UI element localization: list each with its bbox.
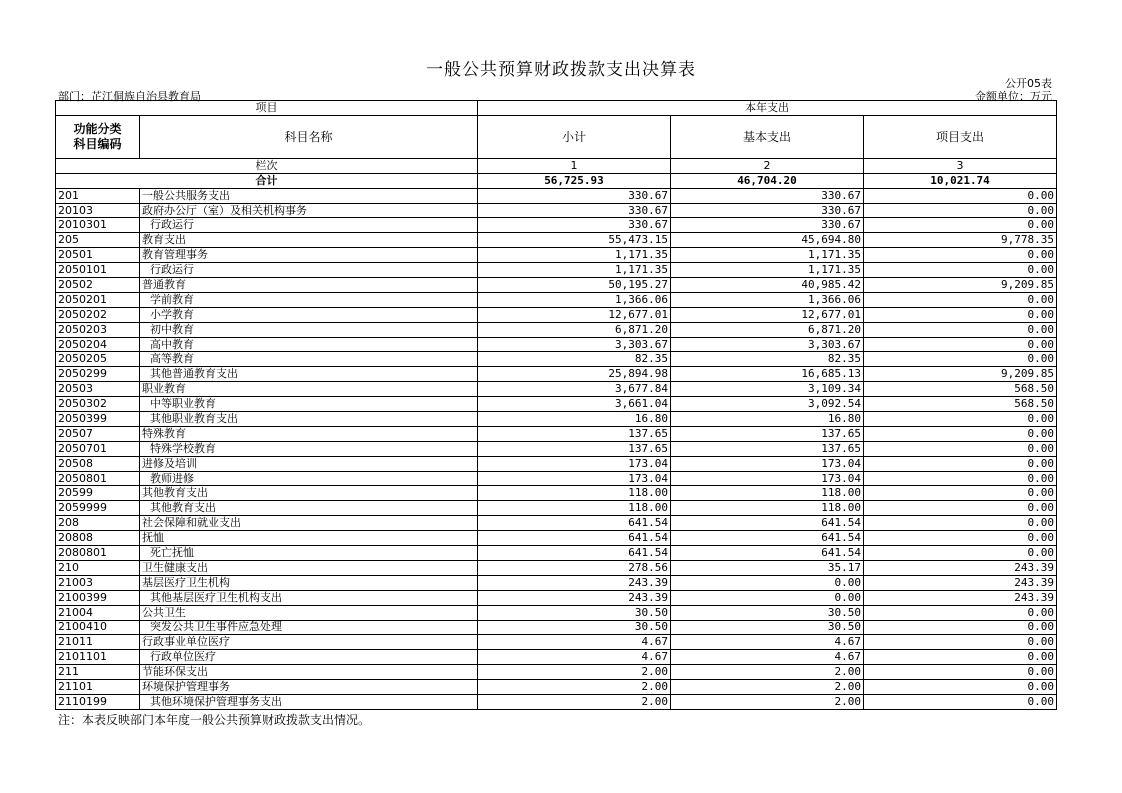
row-basic: 118.00 bbox=[671, 501, 864, 516]
row-code: 2050201 bbox=[56, 292, 140, 307]
row-item: 9,778.35 bbox=[864, 233, 1057, 248]
row-subtotal: 4.67 bbox=[478, 635, 671, 650]
table-row bbox=[56, 531, 1057, 546]
row-item: 0.00 bbox=[864, 501, 1057, 516]
row-name: 高等教育 bbox=[140, 352, 478, 367]
row-basic: 35.17 bbox=[671, 560, 864, 575]
row-name: 政府办公厅（室）及相关机构事务 bbox=[140, 203, 478, 218]
row-name: 教师进修 bbox=[140, 471, 478, 486]
row-code: 2050399 bbox=[56, 412, 140, 427]
row-subtotal: 4.67 bbox=[478, 650, 671, 665]
expenditure-table bbox=[55, 100, 1057, 710]
row-code: 20507 bbox=[56, 426, 140, 441]
row-name: 环境保护管理事务 bbox=[140, 680, 478, 695]
row-name: 特殊教育 bbox=[140, 426, 478, 441]
row-subtotal: 12,677.01 bbox=[478, 307, 671, 322]
table-row bbox=[56, 218, 1057, 233]
page-title: 一般公共预算财政拨款支出决算表 bbox=[426, 60, 696, 80]
row-code: 205 bbox=[56, 233, 140, 248]
row-name: 其他教育支出 bbox=[140, 486, 478, 501]
row-code: 21101 bbox=[56, 680, 140, 695]
row-name: 中等职业教育 bbox=[140, 397, 478, 412]
row-item: 0.00 bbox=[864, 218, 1057, 233]
table-row bbox=[56, 665, 1057, 680]
row-code: 2080801 bbox=[56, 546, 140, 561]
row-item: 0.00 bbox=[864, 337, 1057, 352]
row-code: 2050701 bbox=[56, 441, 140, 456]
header-seq-label: 栏次 bbox=[56, 158, 478, 173]
row-item: 0.00 bbox=[864, 322, 1057, 337]
table-row bbox=[56, 367, 1057, 382]
row-name: 死亡抚恤 bbox=[140, 546, 478, 561]
table-row bbox=[56, 278, 1057, 293]
table-row bbox=[56, 188, 1057, 203]
header-seq-3: 3 bbox=[864, 158, 1057, 173]
row-code: 2050302 bbox=[56, 397, 140, 412]
row-code: 20502 bbox=[56, 278, 140, 293]
row-code: 21003 bbox=[56, 575, 140, 590]
row-basic: 4.67 bbox=[671, 650, 864, 665]
row-subtotal: 2.00 bbox=[478, 665, 671, 680]
header-item: 项目支出 bbox=[864, 115, 1057, 158]
row-item: 0.00 bbox=[864, 620, 1057, 635]
row-basic: 137.65 bbox=[671, 426, 864, 441]
row-subtotal: 2.00 bbox=[478, 694, 671, 709]
header-seq-2: 2 bbox=[671, 158, 864, 173]
row-basic: 137.65 bbox=[671, 441, 864, 456]
header-name: 科目名称 bbox=[140, 115, 478, 158]
row-basic: 6,871.20 bbox=[671, 322, 864, 337]
table-row bbox=[56, 412, 1057, 427]
row-item: 0.00 bbox=[864, 486, 1057, 501]
row-basic: 2.00 bbox=[671, 680, 864, 695]
row-basic: 30.50 bbox=[671, 605, 864, 620]
row-subtotal: 1,171.35 bbox=[478, 248, 671, 263]
row-item: 243.39 bbox=[864, 560, 1057, 575]
row-name: 其他普通教育支出 bbox=[140, 367, 478, 382]
row-item: 0.00 bbox=[864, 412, 1057, 427]
table-row bbox=[56, 322, 1057, 337]
header-current-year: 本年支出 bbox=[478, 101, 1057, 116]
table-row bbox=[56, 605, 1057, 620]
row-basic: 0.00 bbox=[671, 575, 864, 590]
total-subtotal: 56,725.93 bbox=[478, 173, 671, 188]
row-code: 2101101 bbox=[56, 650, 140, 665]
row-item: 0.00 bbox=[864, 248, 1057, 263]
row-subtotal: 16.80 bbox=[478, 412, 671, 427]
row-name: 公共卫生 bbox=[140, 605, 478, 620]
row-subtotal: 641.54 bbox=[478, 546, 671, 561]
row-subtotal: 3,677.84 bbox=[478, 382, 671, 397]
row-name: 学前教育 bbox=[140, 292, 478, 307]
table-row bbox=[56, 590, 1057, 605]
row-item: 0.00 bbox=[864, 456, 1057, 471]
row-item: 0.00 bbox=[864, 665, 1057, 680]
row-name: 其他职业教育支出 bbox=[140, 412, 478, 427]
row-subtotal: 137.65 bbox=[478, 441, 671, 456]
row-item: 9,209.85 bbox=[864, 278, 1057, 293]
table-row bbox=[56, 546, 1057, 561]
row-code: 20501 bbox=[56, 248, 140, 263]
row-code: 20508 bbox=[56, 456, 140, 471]
row-item: 0.00 bbox=[864, 441, 1057, 456]
row-basic: 330.67 bbox=[671, 188, 864, 203]
row-basic: 3,092.54 bbox=[671, 397, 864, 412]
header-project: 项目 bbox=[56, 101, 478, 116]
row-name: 节能环保支出 bbox=[140, 665, 478, 680]
row-code: 2110199 bbox=[56, 694, 140, 709]
row-subtotal: 82.35 bbox=[478, 352, 671, 367]
row-basic: 173.04 bbox=[671, 456, 864, 471]
row-item: 0.00 bbox=[864, 203, 1057, 218]
row-name: 其他环境保护管理事务支出 bbox=[140, 694, 478, 709]
table-row bbox=[56, 694, 1057, 709]
row-basic: 1,366.06 bbox=[671, 292, 864, 307]
table-row bbox=[56, 680, 1057, 695]
row-item: 0.00 bbox=[864, 307, 1057, 322]
form-number: 公开05表 bbox=[1005, 77, 1052, 90]
row-name: 突发公共卫生事件应急处理 bbox=[140, 620, 478, 635]
total-item: 10,021.74 bbox=[864, 173, 1057, 188]
row-code: 21011 bbox=[56, 635, 140, 650]
row-name: 基层医疗卫生机构 bbox=[140, 575, 478, 590]
row-subtotal: 50,195.27 bbox=[478, 278, 671, 293]
table-row bbox=[56, 382, 1057, 397]
row-basic: 2.00 bbox=[671, 694, 864, 709]
row-name: 小学教育 bbox=[140, 307, 478, 322]
row-item: 0.00 bbox=[864, 263, 1057, 278]
row-basic: 3,303.67 bbox=[671, 337, 864, 352]
table-row bbox=[56, 501, 1057, 516]
row-item: 0.00 bbox=[864, 426, 1057, 441]
row-subtotal: 1,366.06 bbox=[478, 292, 671, 307]
row-code: 21004 bbox=[56, 605, 140, 620]
row-item: 9,209.85 bbox=[864, 367, 1057, 382]
row-item: 0.00 bbox=[864, 650, 1057, 665]
row-subtotal: 55,473.15 bbox=[478, 233, 671, 248]
row-basic: 40,985.42 bbox=[671, 278, 864, 293]
row-item: 0.00 bbox=[864, 292, 1057, 307]
row-basic: 12,677.01 bbox=[671, 307, 864, 322]
row-basic: 330.67 bbox=[671, 218, 864, 233]
department-label: 部门：芷江侗族自治县教育局 bbox=[58, 90, 201, 103]
table-row bbox=[56, 292, 1057, 307]
table-row bbox=[56, 248, 1057, 263]
row-basic: 330.67 bbox=[671, 203, 864, 218]
row-name: 特殊学校教育 bbox=[140, 441, 478, 456]
row-name: 行政事业单位医疗 bbox=[140, 635, 478, 650]
row-basic: 82.35 bbox=[671, 352, 864, 367]
row-name: 其他基层医疗卫生机构支出 bbox=[140, 590, 478, 605]
row-code: 2050204 bbox=[56, 337, 140, 352]
row-name: 行政单位医疗 bbox=[140, 650, 478, 665]
row-subtotal: 173.04 bbox=[478, 456, 671, 471]
row-name: 高中教育 bbox=[140, 337, 478, 352]
row-item: 568.50 bbox=[864, 382, 1057, 397]
row-subtotal: 243.39 bbox=[478, 575, 671, 590]
header-subtotal: 小计 bbox=[478, 115, 671, 158]
table-row bbox=[56, 233, 1057, 248]
table-row bbox=[56, 203, 1057, 218]
row-basic: 641.54 bbox=[671, 516, 864, 531]
row-name: 初中教育 bbox=[140, 322, 478, 337]
row-item: 0.00 bbox=[864, 635, 1057, 650]
table-row bbox=[56, 352, 1057, 367]
row-subtotal: 25,894.98 bbox=[478, 367, 671, 382]
row-name: 行政运行 bbox=[140, 218, 478, 233]
row-item: 243.39 bbox=[864, 575, 1057, 590]
row-code: 2100399 bbox=[56, 590, 140, 605]
table-row bbox=[56, 575, 1057, 590]
row-name: 抚恤 bbox=[140, 531, 478, 546]
row-basic: 118.00 bbox=[671, 486, 864, 501]
table-row bbox=[56, 307, 1057, 322]
row-basic: 16,685.13 bbox=[671, 367, 864, 382]
table-row bbox=[56, 635, 1057, 650]
row-basic: 45,694.80 bbox=[671, 233, 864, 248]
row-code: 201 bbox=[56, 188, 140, 203]
total-label: 合计 bbox=[56, 173, 478, 188]
row-name: 教育管理事务 bbox=[140, 248, 478, 263]
row-name: 卫生健康支出 bbox=[140, 560, 478, 575]
row-subtotal: 641.54 bbox=[478, 516, 671, 531]
row-item: 0.00 bbox=[864, 531, 1057, 546]
row-subtotal: 6,871.20 bbox=[478, 322, 671, 337]
row-subtotal: 1,171.35 bbox=[478, 263, 671, 278]
header-basic: 基本支出 bbox=[671, 115, 864, 158]
row-basic: 3,109.34 bbox=[671, 382, 864, 397]
row-code: 20599 bbox=[56, 486, 140, 501]
row-item: 0.00 bbox=[864, 605, 1057, 620]
table-row bbox=[56, 426, 1057, 441]
row-basic: 1,171.35 bbox=[671, 263, 864, 278]
row-basic: 16.80 bbox=[671, 412, 864, 427]
row-basic: 0.00 bbox=[671, 590, 864, 605]
row-subtotal: 330.67 bbox=[478, 203, 671, 218]
table-row bbox=[56, 650, 1057, 665]
table-row bbox=[56, 516, 1057, 531]
row-basic: 1,171.35 bbox=[671, 248, 864, 263]
row-item: 243.39 bbox=[864, 590, 1057, 605]
total-basic: 46,704.20 bbox=[671, 173, 864, 188]
row-subtotal: 173.04 bbox=[478, 471, 671, 486]
row-code: 2050801 bbox=[56, 471, 140, 486]
row-item: 0.00 bbox=[864, 694, 1057, 709]
table-row bbox=[56, 456, 1057, 471]
row-subtotal: 118.00 bbox=[478, 486, 671, 501]
row-subtotal: 30.50 bbox=[478, 605, 671, 620]
row-code: 211 bbox=[56, 665, 140, 680]
unit-label: 金额单位：万元 bbox=[975, 90, 1052, 103]
row-item: 0.00 bbox=[864, 680, 1057, 695]
row-name: 进修及培训 bbox=[140, 456, 478, 471]
row-code: 2050202 bbox=[56, 307, 140, 322]
row-subtotal: 3,303.67 bbox=[478, 337, 671, 352]
row-basic: 641.54 bbox=[671, 546, 864, 561]
row-basic: 2.00 bbox=[671, 665, 864, 680]
row-subtotal: 330.67 bbox=[478, 188, 671, 203]
row-subtotal: 2.00 bbox=[478, 680, 671, 695]
table-row bbox=[56, 263, 1057, 278]
row-name: 其他教育支出 bbox=[140, 501, 478, 516]
row-code: 20503 bbox=[56, 382, 140, 397]
row-subtotal: 243.39 bbox=[478, 590, 671, 605]
row-item: 0.00 bbox=[864, 516, 1057, 531]
row-subtotal: 330.67 bbox=[478, 218, 671, 233]
row-code: 210 bbox=[56, 560, 140, 575]
row-subtotal: 3,661.04 bbox=[478, 397, 671, 412]
row-name: 社会保障和就业支出 bbox=[140, 516, 478, 531]
row-item: 0.00 bbox=[864, 546, 1057, 561]
row-name: 职业教育 bbox=[140, 382, 478, 397]
row-code: 2059999 bbox=[56, 501, 140, 516]
table-row bbox=[56, 471, 1057, 486]
row-subtotal: 137.65 bbox=[478, 426, 671, 441]
row-code: 2100410 bbox=[56, 620, 140, 635]
row-code: 2050101 bbox=[56, 263, 140, 278]
footnote: 注：本表反映部门本年度一般公共预算财政拨款支出情况。 bbox=[58, 713, 371, 727]
row-name: 普通教育 bbox=[140, 278, 478, 293]
row-subtotal: 278.56 bbox=[478, 560, 671, 575]
row-name: 教育支出 bbox=[140, 233, 478, 248]
table-row bbox=[56, 560, 1057, 575]
table-row bbox=[56, 620, 1057, 635]
row-basic: 641.54 bbox=[671, 531, 864, 546]
table-row bbox=[56, 486, 1057, 501]
table-row bbox=[56, 441, 1057, 456]
row-item: 0.00 bbox=[864, 352, 1057, 367]
row-item: 0.00 bbox=[864, 188, 1057, 203]
row-code: 208 bbox=[56, 516, 140, 531]
row-code: 2050203 bbox=[56, 322, 140, 337]
row-subtotal: 118.00 bbox=[478, 501, 671, 516]
header-code: 功能分类 科目编码 bbox=[56, 115, 140, 158]
table-body bbox=[56, 188, 1057, 709]
row-code: 2050299 bbox=[56, 367, 140, 382]
row-basic: 30.50 bbox=[671, 620, 864, 635]
row-name: 行政运行 bbox=[140, 263, 478, 278]
table-row bbox=[56, 337, 1057, 352]
row-subtotal: 641.54 bbox=[478, 531, 671, 546]
row-basic: 173.04 bbox=[671, 471, 864, 486]
row-basic: 4.67 bbox=[671, 635, 864, 650]
row-code: 2050205 bbox=[56, 352, 140, 367]
row-code: 2010301 bbox=[56, 218, 140, 233]
table-row bbox=[56, 397, 1057, 412]
row-name: 一般公共服务支出 bbox=[140, 188, 478, 203]
row-item: 568.50 bbox=[864, 397, 1057, 412]
row-code: 20103 bbox=[56, 203, 140, 218]
row-subtotal: 30.50 bbox=[478, 620, 671, 635]
row-item: 0.00 bbox=[864, 471, 1057, 486]
row-code: 20808 bbox=[56, 531, 140, 546]
header-seq-1: 1 bbox=[478, 158, 671, 173]
